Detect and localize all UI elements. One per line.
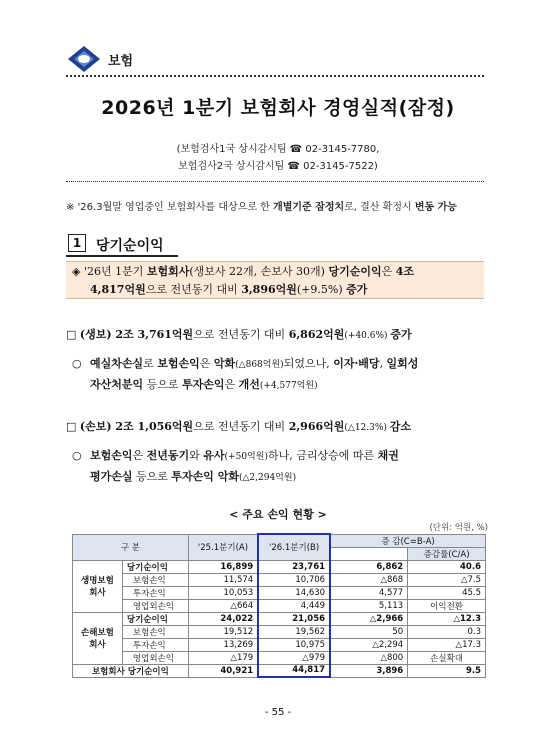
- life-insurance-detail: ○ 예실차손실로 보험손익은 악화(△868억원)되었으나, 이자·배당, 일회성 자산처분익 등으로 투자손익은 개선(+4,577억원): [72, 357, 419, 391]
- section-title: 당기순이익: [96, 238, 164, 254]
- summary-line-2: 4,817억원으로 전년동기 대비 3,896억원(+9.5%) 증가: [90, 283, 368, 296]
- section-number: 1: [68, 234, 86, 252]
- page-title: 2026년 1분기 보험회사 경영실적(잠정): [101, 97, 455, 119]
- header-rate: 증감률(C/A): [408, 547, 486, 560]
- header-prev: '25.1분기(A): [188, 534, 258, 560]
- table-total-row: 보험회사 당기순이익 40,921 44,817 3,896 9.5: [73, 664, 486, 677]
- table-row: 보험손익 11,574 10,706 △868 △7.5: [73, 573, 486, 586]
- nonlife-insurance-heading: □ (손보) 2조 1,056억원으로 전년동기 대비 2,966억원(△12.3%) 감소: [66, 420, 412, 433]
- table-row: 손해보험 회사 당기순이익 24,022 21,056 △2,966 △12.3: [73, 612, 486, 625]
- category-label: 보험: [108, 54, 134, 69]
- income-table: [72, 533, 486, 678]
- summary-box: [66, 261, 484, 299]
- table-title: < 주요 손익 현황 >: [229, 508, 327, 521]
- table-unit: (단위: 억원, %): [429, 523, 488, 533]
- contact-divider: [66, 181, 484, 182]
- table-header-row: [73, 534, 486, 547]
- summary-line-1: ◈ '26년 1분기 보험회사(생보사 22개, 손보사 30개) 당기순이익은 4조: [72, 265, 414, 278]
- table-row: 투자손익 13,269 10,975 △2,294 △17.3: [73, 638, 486, 651]
- table-row: 생명보험 회사 당기순이익 16,899 23,761 6,862 40.6: [73, 560, 486, 573]
- table-row: 보험손익 19,512 19,562 50 0.3: [73, 625, 486, 638]
- group-nonlife: 손해보험 회사: [73, 612, 123, 664]
- section-underline: [66, 255, 178, 257]
- group-life: 생명보험 회사: [73, 560, 123, 612]
- page-number: - 55 -: [264, 707, 292, 718]
- life-insurance-heading: □ (생보) 2조 3,761억원으로 전년동기 대비 6,862억원(+40.6%) 증가: [66, 328, 412, 341]
- contact-line-1: (보험검사1국 상시감시팀 ☎ 02-3145-7780,: [176, 144, 380, 155]
- insurance-logo-icon: [66, 44, 102, 74]
- nonlife-insurance-detail: ○ 보험손익은 전년동기와 유사(+50억원)하나, 금리상승에 따른 채권 평가손실 등으로 투자손익 악화(△2,294억원): [72, 449, 399, 483]
- header-category: 구 분: [73, 534, 189, 560]
- table-row: 영업외손익 △664 4,449 5,113 이익전환: [73, 599, 486, 612]
- contact-line-2: 보험검사2국 상시감시팀 ☎ 02-3145-7522): [178, 161, 378, 172]
- header-diff: 증 감(C=B-A): [330, 534, 485, 547]
- disclaimer-note: ※ '26.3월말 영업중인 보험회사를 대상으로 한 개별기준 잠정치로, 결산 확정시 변동 가능: [66, 202, 457, 213]
- table-row: 투자손익 10,053 14,630 4,577 45.5: [73, 586, 486, 599]
- header-divider: [66, 75, 484, 77]
- header-curr: '26.1분기(B): [258, 534, 330, 560]
- table-row: 영업외손익 △179 △979 △800 손실확대: [73, 651, 486, 664]
